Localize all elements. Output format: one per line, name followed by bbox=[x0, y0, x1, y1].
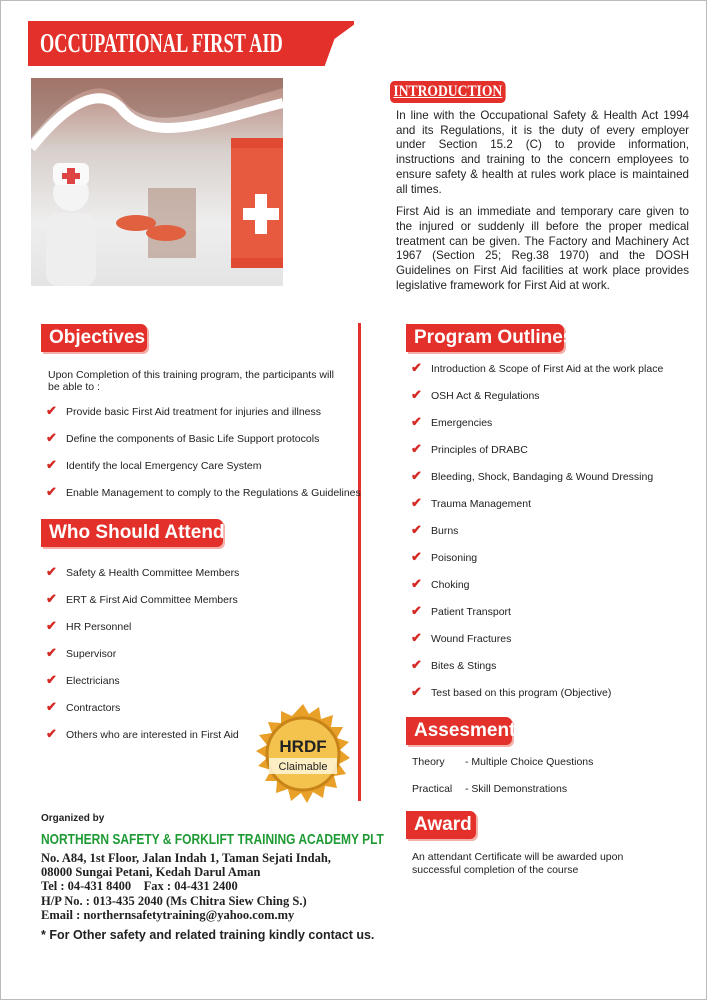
list-item bbox=[46, 457, 262, 473]
checkmark-icon: ✔ bbox=[411, 468, 422, 483]
list-item-text: Wound Fractures bbox=[431, 633, 512, 645]
list-item bbox=[46, 699, 120, 715]
assessment-heading: Assesment bbox=[406, 717, 512, 745]
list-item-text: OSH Act & Regulations bbox=[431, 390, 540, 402]
list-item-text: Enable Management to comply to the Regulations & Guidelines bbox=[66, 487, 361, 499]
checkmark-icon: ✔ bbox=[46, 618, 57, 633]
list-item bbox=[46, 726, 239, 742]
checkmark-icon: ✔ bbox=[411, 576, 422, 591]
list-item bbox=[411, 441, 528, 457]
list-item bbox=[46, 484, 361, 500]
list-item-text: Introduction & Scope of First Aid at the work place bbox=[431, 363, 664, 375]
list-item bbox=[46, 403, 321, 419]
hrdf-claimable-seal bbox=[253, 704, 353, 804]
checkmark-icon: ✔ bbox=[46, 591, 57, 606]
address-line: No. A84, 1st Floor, Jalan Indah 1, Taman Sejati Indah, bbox=[41, 851, 331, 865]
mobile-number: H/P No. : 013-435 2040 (Ms Chitra Siew Ching S.) bbox=[41, 893, 307, 908]
list-item-text: Bleeding, Shock, Bandaging & Wound Dressing bbox=[431, 471, 654, 483]
first-aid-illustration bbox=[31, 78, 283, 286]
list-item bbox=[46, 591, 238, 607]
intro-paragraph: In line with the Occupational Safety & Health Act 1994 and its Regulations, it is the duty of every employer under Section 15.2 (C) to provide information, instructions and training to the concern employees to ensure safety & health at rules work place is maintained all times. bbox=[396, 109, 689, 196]
list-item-text: ERT & First Aid Committee Members bbox=[66, 594, 238, 606]
list-item-text: Others who are interested in First Aid bbox=[66, 729, 239, 741]
list-item-text: HR Personnel bbox=[66, 621, 132, 633]
seal-text: Claimable bbox=[278, 761, 328, 773]
address-line: 08000 Sungai Petani, Kedah Darul Aman bbox=[41, 865, 261, 880]
checkmark-icon: ✔ bbox=[411, 360, 422, 375]
introduction-heading: INTRODUCTION bbox=[390, 81, 506, 103]
checkmark-icon: ✔ bbox=[411, 387, 422, 402]
objectives-lead: Upon Completion of this training program, the participants will be able to : bbox=[48, 369, 334, 393]
list-item bbox=[411, 468, 653, 484]
column-divider bbox=[358, 323, 361, 801]
checkmark-icon: ✔ bbox=[46, 430, 57, 445]
list-item-text: Emergencies bbox=[431, 417, 493, 429]
who-should-attend-heading: Who Should Attend bbox=[41, 519, 223, 547]
email-address[interactable]: Email : northernsafetytraining@yahoo.com.my bbox=[41, 907, 295, 922]
list-item-text: Safety & Health Committee Members bbox=[66, 567, 240, 579]
phone-fax: Tel : 04-431 8400 Fax : 04-431 2400 bbox=[41, 879, 238, 894]
objectives-heading: Objectives bbox=[41, 324, 147, 352]
organized-by-label: Organized by bbox=[41, 813, 105, 824]
checkmark-icon: ✔ bbox=[411, 441, 422, 456]
list-item-text: Test based on this program (Objective) bbox=[431, 687, 612, 699]
list-item bbox=[46, 645, 116, 661]
list-item-text: Poisoning bbox=[431, 552, 478, 564]
list-item bbox=[411, 360, 663, 376]
list-item bbox=[46, 672, 120, 688]
list-item bbox=[411, 603, 511, 619]
checkmark-icon: ✔ bbox=[411, 684, 422, 699]
checkmark-icon: ✔ bbox=[411, 414, 422, 429]
assessment-practical-value: - Skill Demonstrations bbox=[465, 783, 568, 795]
checkmark-icon: ✔ bbox=[411, 657, 422, 672]
intro-paragraph: First Aid is an immediate and temporary care given to the injured or suddenly ill before the proper medical treatment can be given. The Factory and Machinery Act 1967 (Section 25; Reg.38 1970) and the DOSH Guidelines on First Aid facilities at work place provides legislative framework for First Aid at work. bbox=[396, 205, 689, 292]
award-heading: Award bbox=[406, 811, 476, 839]
checkmark-icon: ✔ bbox=[411, 630, 422, 645]
list-item-text: Provide basic First Aid treatment for injuries and illness bbox=[66, 406, 322, 418]
list-item bbox=[411, 495, 531, 511]
list-item bbox=[411, 684, 611, 700]
first-aid-image bbox=[31, 78, 283, 286]
list-item bbox=[411, 549, 477, 565]
list-item bbox=[46, 618, 131, 634]
assessment-practical-label: Practical bbox=[412, 783, 453, 795]
list-item-text: Trauma Management bbox=[431, 498, 531, 510]
contact-note: * For Other safety and related training kindly contact us. bbox=[41, 928, 375, 942]
checkmark-icon: ✔ bbox=[46, 484, 57, 499]
list-item bbox=[411, 522, 458, 538]
checkmark-icon: ✔ bbox=[411, 603, 422, 618]
list-item-text: Identify the local Emergency Care System bbox=[66, 460, 262, 472]
checkmark-icon: ✔ bbox=[46, 726, 57, 741]
list-item-text: Choking bbox=[431, 579, 470, 591]
checkmark-icon: ✔ bbox=[46, 403, 57, 418]
list-item bbox=[46, 564, 239, 580]
award-text: An attendant Certificate will be awarded upon successful completion of the course bbox=[412, 851, 624, 876]
checkmark-icon: ✔ bbox=[411, 495, 422, 510]
list-item bbox=[411, 630, 511, 646]
checkmark-icon: ✔ bbox=[411, 549, 422, 564]
list-item-text: Principles of DRABC bbox=[431, 444, 528, 456]
checkmark-icon: ✔ bbox=[46, 564, 57, 579]
list-item-text: Patient Transport bbox=[431, 606, 511, 618]
list-item bbox=[411, 414, 492, 430]
list-item bbox=[411, 657, 496, 673]
list-item-text: Electricians bbox=[66, 675, 120, 687]
checkmark-icon: ✔ bbox=[46, 699, 57, 714]
list-item bbox=[411, 387, 540, 403]
program-outlines-heading: Program Outlines bbox=[406, 324, 564, 352]
seal-text: HRDF bbox=[279, 737, 327, 756]
list-item-text: Supervisor bbox=[66, 648, 117, 660]
list-item bbox=[411, 576, 470, 592]
assessment-theory-value: - Multiple Choice Questions bbox=[465, 756, 594, 768]
introduction-text bbox=[396, 109, 689, 301]
contact-details bbox=[41, 851, 331, 922]
assessment-theory-label: Theory bbox=[412, 756, 445, 768]
list-item-text: Burns bbox=[431, 525, 459, 537]
list-item-text: Bites & Stings bbox=[431, 660, 497, 672]
list-item bbox=[46, 430, 319, 446]
list-item-text: Define the components of Basic Life Support protocols bbox=[66, 433, 320, 445]
page-title: OCCUPATIONAL FIRST AID bbox=[40, 28, 283, 58]
checkmark-icon: ✔ bbox=[46, 672, 57, 687]
company-name: NORTHERN SAFETY & FORKLIFT TRAINING ACADEMY PLT bbox=[41, 831, 384, 848]
checkmark-icon: ✔ bbox=[411, 522, 422, 537]
checkmark-icon: ✔ bbox=[46, 457, 57, 472]
list-item-text: Contractors bbox=[66, 702, 121, 714]
checkmark-icon: ✔ bbox=[46, 645, 57, 660]
